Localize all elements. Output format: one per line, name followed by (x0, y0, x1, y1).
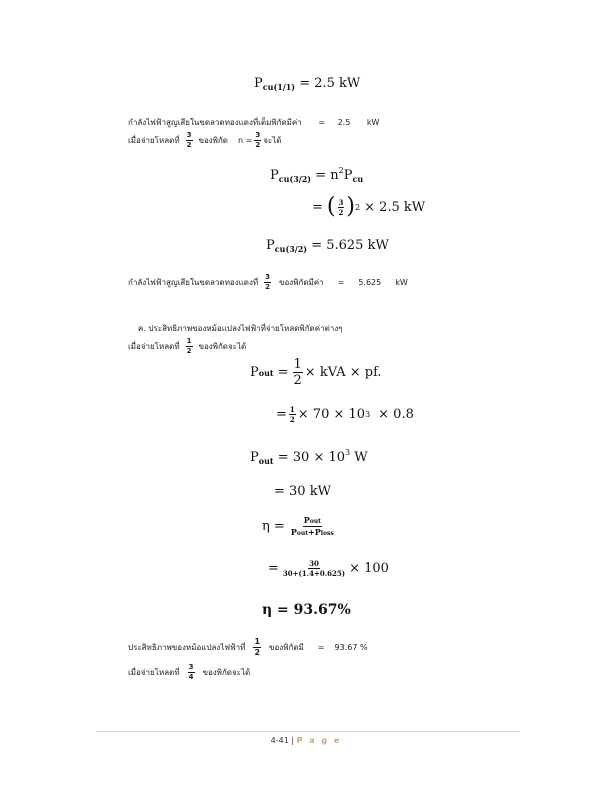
fraction-denominator: 2 (186, 141, 192, 149)
fraction-numerator: 3 (255, 131, 261, 139)
heading-text: ค. ประสิทธิภาพของหม้อแปลงไฟฟ้าที่จ่ายโหลดพิกัดค่าต่างๆ (138, 324, 343, 333)
fraction-denominator: 2 (254, 648, 261, 657)
eq-rest: × 2.5 kW (364, 199, 426, 215)
fraction-numerator (303, 516, 322, 527)
fraction (264, 274, 271, 291)
line-text: กำลังไฟฟ้าสูญเสียในขดลวดทองแดงที่เต็มพิกัดมีค่า (128, 118, 302, 127)
text-line-full-load-loss (128, 116, 379, 129)
fraction-numerator: 3 (188, 663, 194, 671)
text-line-loss-3-2 (128, 274, 408, 291)
eq-equals: = (268, 561, 279, 576)
eq-lhs: P (254, 76, 263, 91)
eq-sub: cu(3/2) (278, 174, 312, 184)
line-text-3: จะได้ (263, 136, 282, 145)
line-text-2: ของพิกัดจะได้ (202, 668, 251, 677)
line-eq: = (318, 118, 326, 127)
fraction-numerator: 3 (338, 197, 344, 207)
eq-psub: cu (352, 174, 364, 184)
equation-pcu-n2 (270, 166, 363, 184)
eq-lhs: P (250, 365, 259, 380)
eq-equals: = (312, 199, 323, 215)
fraction (253, 638, 261, 657)
equation-efficiency-formula (262, 516, 336, 537)
den-plus: +P (307, 527, 321, 537)
line-value: 2.5 (337, 118, 351, 127)
fraction-denominator: 2 (255, 141, 261, 149)
line-value: 5.625 (358, 278, 382, 287)
eq-equals: = (276, 407, 287, 422)
fraction-numerator: 1 (186, 337, 192, 345)
eq-sup: 3 (365, 410, 371, 419)
eq-rhs: = 5.625 kW (311, 238, 389, 253)
line-text: ประสิทธิภาพของหม้อแปลงไฟฟ้าที่ (128, 643, 246, 652)
eq-text: η = 93.67% (262, 602, 351, 618)
fraction (283, 560, 345, 577)
fraction-denominator (291, 527, 334, 537)
fraction (291, 516, 334, 537)
eq-rest-2: × 0.8 (378, 407, 414, 422)
fraction-denominator: 2 (289, 415, 295, 424)
text-line-efficiency-1-2 (128, 638, 368, 657)
line-n: n = (238, 136, 253, 145)
line-eq: = (337, 278, 345, 287)
eq-rest: × kVA × pf. (304, 365, 382, 380)
left-paren: ( (326, 194, 336, 219)
line-unit: kW (366, 118, 380, 127)
line-text-2: ของพิกัด (198, 136, 228, 145)
eq-sub: cu(1/1) (262, 82, 296, 92)
line-text-2: ของพิกัดจะได้ (198, 342, 247, 351)
den-p: P (290, 527, 297, 537)
fraction-denominator: 30+(1.4+0.625) (282, 569, 346, 578)
equation-pout-formula (250, 358, 382, 387)
page-footer (0, 736, 612, 745)
eq-sub: cu(3/2) (274, 244, 308, 254)
fraction (186, 338, 193, 355)
text-line-load-1-2 (128, 338, 246, 355)
eq-lhs: η = (262, 519, 285, 534)
fraction-numerator: 3 (265, 273, 271, 281)
equation-pout-result-w (250, 448, 368, 466)
fraction (338, 199, 345, 216)
fraction (188, 664, 195, 681)
equation-efficiency-calc (268, 560, 389, 577)
eq-equals: = (277, 365, 289, 380)
equation-pout-calc (276, 406, 414, 423)
eq-unit: W (354, 450, 368, 465)
eq-lhs: P (266, 238, 275, 253)
fraction (289, 406, 296, 423)
text-line-load-3-4 (128, 664, 250, 681)
den-sub-2: loss (320, 530, 334, 537)
eq-sup: 2 (338, 166, 344, 175)
eq-sub: out (258, 367, 274, 378)
line-text: เมื่อจ่ายโหลดที่ (128, 136, 180, 145)
eq-text: = 30 kW (274, 484, 331, 499)
num-p: P (303, 515, 310, 525)
line-text: กำลังไฟฟ้าสูญเสียในขดลวดทองแดงที่ (128, 278, 259, 287)
line-text: เมื่อจ่ายโหลดที่ (128, 342, 180, 351)
num-sub: out (309, 518, 321, 525)
eq-sub: out (258, 456, 274, 466)
fraction (254, 132, 261, 149)
equation-pcu-full (254, 76, 360, 92)
eq-rhs: = n (315, 168, 339, 183)
equation-pout-result-kw (274, 484, 331, 499)
equation-pcu-calc (312, 196, 425, 218)
eq-rhs: = 30 × 10 (277, 450, 346, 465)
text-line-load-3-2 (128, 132, 281, 149)
eq-sup: 3 (345, 448, 351, 457)
section-heading-efficiency (138, 322, 342, 335)
line-eq: = (317, 643, 325, 652)
fraction-numerator: 3 (186, 131, 192, 139)
footer-divider (96, 731, 520, 732)
fraction-denominator: 2 (293, 373, 302, 388)
eq-rest: × 100 (349, 561, 389, 576)
line-text: เมื่อจ่ายโหลดที่ (128, 668, 180, 677)
eq-lhs: P (270, 168, 279, 183)
line-unit: kW (395, 278, 408, 287)
line-value: 93.67 % (334, 643, 368, 652)
line-text-2: ของพิกัดมี (269, 643, 304, 652)
right-paren: ) (346, 194, 355, 219)
fraction-denominator: 4 (188, 673, 194, 681)
fraction-numerator: 1 (293, 357, 302, 372)
eq-rest: × 70 × 10 (297, 407, 366, 422)
equation-pcu-result (266, 238, 389, 254)
eq-rhs: = 2.5 kW (299, 76, 361, 91)
eq-lhs: P (250, 450, 259, 465)
fraction (293, 358, 303, 387)
eq-p: P (343, 168, 353, 183)
fraction-numerator: 1 (254, 637, 261, 646)
den-sub: out (296, 530, 308, 537)
page-number: 4-41 (270, 736, 289, 745)
fraction-numerator: 1 (289, 405, 295, 414)
eq-sup: 2 (354, 202, 361, 212)
equation-efficiency-result (262, 602, 351, 618)
fraction-denominator: 2 (338, 207, 344, 217)
fraction (186, 132, 193, 149)
line-text-2: ของพิกัดมีค่า (279, 278, 324, 287)
fraction-numerator: 30 (309, 559, 319, 568)
page-label: P a g e (296, 736, 342, 745)
footer-separator: | (291, 736, 295, 745)
fraction-denominator: 2 (186, 347, 192, 355)
fraction-denominator: 2 (265, 283, 271, 291)
